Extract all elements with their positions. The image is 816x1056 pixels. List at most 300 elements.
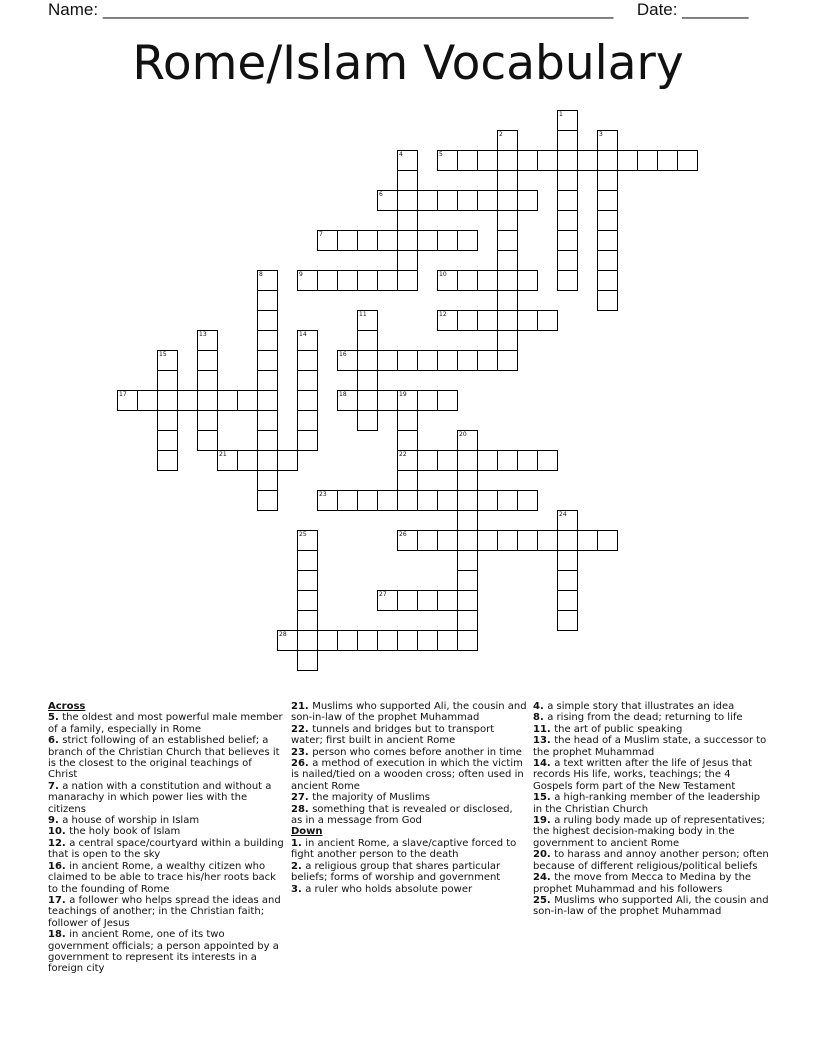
clue-across-21 xyxy=(291,701,527,724)
date-line[interactable]: _______ xyxy=(682,0,749,19)
grid-cell[interactable] xyxy=(197,410,218,431)
grid-cell[interactable] xyxy=(357,410,378,431)
grid-cell[interactable] xyxy=(297,650,318,671)
grid-number: 20 xyxy=(459,431,467,438)
grid-cell[interactable] xyxy=(477,150,498,171)
grid-cell[interactable] xyxy=(157,430,178,451)
grid-cell[interactable] xyxy=(377,630,398,651)
clue-across-28 xyxy=(291,804,527,827)
grid-cell[interactable] xyxy=(477,350,498,371)
grid-cell[interactable] xyxy=(677,150,698,171)
grid-cell[interactable] xyxy=(437,630,458,651)
clue-text: the majority of Muslims xyxy=(312,792,430,804)
grid-cell[interactable] xyxy=(477,450,498,471)
grid-cell[interactable] xyxy=(297,330,318,351)
clue-across-23 xyxy=(291,747,527,758)
grid-number: 22 xyxy=(399,451,407,458)
grid-cell[interactable] xyxy=(517,530,538,551)
name-line[interactable]: ______________________________________________________ xyxy=(102,0,614,19)
clue-number: 2. xyxy=(291,860,306,872)
clue-number: 5. xyxy=(48,712,63,724)
grid-cell[interactable] xyxy=(597,290,618,311)
grid-cell[interactable] xyxy=(497,350,518,371)
grid-cell[interactable] xyxy=(337,270,358,291)
grid-cell[interactable] xyxy=(257,490,278,511)
grid-cell[interactable] xyxy=(237,390,258,411)
clue-number: 20. xyxy=(533,849,555,861)
grid-cell[interactable] xyxy=(437,350,458,371)
name-label: Name: xyxy=(48,0,99,19)
grid-cell[interactable] xyxy=(497,230,518,251)
grid-cell[interactable] xyxy=(497,330,518,351)
grid-cell[interactable] xyxy=(417,190,438,211)
clue-number: 14. xyxy=(533,758,555,770)
grid-cell[interactable] xyxy=(417,390,438,411)
grid-cell[interactable] xyxy=(337,630,358,651)
clue-text: strict following of an established belief; a branch of the Christian Church that believes it is the closest to the original teachings of Christ xyxy=(48,735,280,781)
grid-cell[interactable] xyxy=(217,450,238,471)
grid-cell[interactable] xyxy=(457,570,478,591)
clues-column-2 xyxy=(291,701,527,895)
grid-cell[interactable] xyxy=(397,170,418,191)
page-title: Rome/Islam Vocabulary xyxy=(132,36,684,91)
grid-cell[interactable] xyxy=(457,190,478,211)
grid-cell[interactable] xyxy=(357,390,378,411)
clue-across-27 xyxy=(291,792,527,803)
grid-cell[interactable] xyxy=(497,450,518,471)
clue-number: 22. xyxy=(291,723,313,735)
grid-cell[interactable] xyxy=(517,270,538,291)
grid-cell[interactable] xyxy=(557,270,578,291)
clue-across-22 xyxy=(291,724,527,747)
grid-cell[interactable] xyxy=(297,610,318,631)
grid-cell[interactable] xyxy=(457,530,478,551)
grid-cell[interactable] xyxy=(417,530,438,551)
clue-number: 15. xyxy=(533,792,555,804)
grid-cell[interactable] xyxy=(357,350,378,371)
clue-text: a religious group that shares particular beliefs; forms of worship and government xyxy=(291,860,501,884)
grid-cell[interactable] xyxy=(517,450,538,471)
grid-number: 10 xyxy=(439,271,447,278)
clue-down-4 xyxy=(533,701,769,712)
clue-down-1 xyxy=(291,838,527,861)
grid-cell[interactable] xyxy=(297,570,318,591)
grid-cell[interactable] xyxy=(557,510,578,531)
grid-cell[interactable] xyxy=(597,190,618,211)
grid-number: 4 xyxy=(399,151,403,158)
grid-cell[interactable] xyxy=(517,150,538,171)
grid-cell[interactable] xyxy=(357,370,378,391)
grid-cell[interactable] xyxy=(397,270,418,291)
clue-number: 25. xyxy=(533,894,555,906)
grid-cell[interactable] xyxy=(597,170,618,191)
grid-cell[interactable] xyxy=(157,390,178,411)
clue-text: the art of public speaking xyxy=(554,723,683,735)
grid-cell[interactable] xyxy=(457,610,478,631)
grid-cell[interactable] xyxy=(397,190,418,211)
grid-cell[interactable] xyxy=(617,150,638,171)
clues-column-3 xyxy=(533,701,769,918)
clue-text: a simple story that illustrates an idea xyxy=(547,701,735,712)
grid-cell[interactable] xyxy=(637,150,658,171)
clue-number: 3. xyxy=(291,883,306,895)
grid-cell[interactable] xyxy=(417,490,438,511)
grid-cell[interactable] xyxy=(297,430,318,451)
grid-cell[interactable] xyxy=(417,590,438,611)
grid-cell[interactable] xyxy=(557,150,578,171)
grid-number: 8 xyxy=(259,271,263,278)
clue-text: Muslims who supported Ali, the cousin and son-in-law of the prophet Muhammad xyxy=(533,894,769,918)
grid-cell[interactable] xyxy=(417,450,438,471)
grid-cell[interactable] xyxy=(357,490,378,511)
grid-cell[interactable] xyxy=(517,310,538,331)
grid-cell[interactable] xyxy=(377,230,398,251)
clue-text: the holy book of Islam xyxy=(69,826,181,838)
clue-across-10 xyxy=(48,826,284,837)
clue-text: a ruler who holds absolute power xyxy=(305,883,473,895)
grid-number: 7 xyxy=(319,231,323,238)
grid-cell[interactable] xyxy=(437,270,458,291)
grid-cell[interactable] xyxy=(497,170,518,191)
clues-column-1 xyxy=(48,701,284,975)
grid-cell[interactable] xyxy=(317,630,338,651)
grid-cell[interactable] xyxy=(497,310,518,331)
clue-across-6 xyxy=(48,735,284,781)
clue-number: 16. xyxy=(48,860,70,872)
grid-cell[interactable] xyxy=(397,630,418,651)
grid-cell[interactable] xyxy=(597,210,618,231)
grid-cell[interactable] xyxy=(497,210,518,231)
grid-cell[interactable] xyxy=(377,270,398,291)
grid-cell[interactable] xyxy=(217,390,238,411)
grid-cell[interactable] xyxy=(297,590,318,611)
grid-cell[interactable] xyxy=(597,530,618,551)
grid-cell[interactable] xyxy=(397,230,418,251)
grid-cell[interactable] xyxy=(197,330,218,351)
grid-cell[interactable] xyxy=(317,490,338,511)
grid-cell[interactable] xyxy=(437,310,458,331)
grid-cell[interactable] xyxy=(197,350,218,371)
grid-cell[interactable] xyxy=(517,190,538,211)
grid-cell[interactable] xyxy=(157,370,178,391)
grid-cell[interactable] xyxy=(397,590,418,611)
clue-across-12 xyxy=(48,838,284,861)
grid-cell[interactable] xyxy=(437,230,458,251)
grid-cell[interactable] xyxy=(277,630,298,651)
grid-cell[interactable] xyxy=(657,150,678,171)
grid-cell[interactable] xyxy=(337,350,358,371)
grid-cell[interactable] xyxy=(397,410,418,431)
clue-number: 12. xyxy=(48,837,70,849)
clue-number: 8. xyxy=(533,712,548,724)
clue-down-8 xyxy=(533,712,769,723)
clue-text: something that is revealed or disclosed, as in a message from God xyxy=(291,803,513,827)
grid-number: 13 xyxy=(199,331,207,338)
grid-cell[interactable] xyxy=(357,230,378,251)
grid-cell[interactable] xyxy=(557,190,578,211)
grid-cell[interactable] xyxy=(337,490,358,511)
grid-cell[interactable] xyxy=(397,210,418,231)
grid-cell[interactable] xyxy=(497,290,518,311)
clue-number: 24. xyxy=(533,872,555,884)
grid-cell[interactable] xyxy=(457,590,478,611)
grid-cell[interactable] xyxy=(297,410,318,431)
grid-cell[interactable] xyxy=(557,210,578,231)
grid-cell[interactable] xyxy=(377,350,398,371)
grid-cell[interactable] xyxy=(137,390,158,411)
grid-cell[interactable] xyxy=(257,430,278,451)
grid-number: 25 xyxy=(299,531,307,538)
grid-number: 14 xyxy=(299,331,307,338)
grid-cell[interactable] xyxy=(557,110,578,131)
grid-cell[interactable] xyxy=(397,470,418,491)
grid-cell[interactable] xyxy=(437,150,458,171)
grid-number: 1 xyxy=(559,111,563,118)
clue-text: to harass and annoy another person; often because of different religious/political beliefs xyxy=(533,849,769,872)
grid-cell[interactable] xyxy=(337,390,358,411)
date-label: Date: xyxy=(636,0,678,19)
grid-cell[interactable] xyxy=(317,230,338,251)
grid-cell[interactable] xyxy=(197,390,218,411)
clue-text: in ancient Rome, one of its two government officials; a person appointed by a government to represent its interests in a foreign city xyxy=(48,929,279,975)
clue-text: a ruling body made up of representatives; the highest decision-making body in the government to ancient Rome xyxy=(533,815,766,849)
clue-down-25 xyxy=(533,895,769,918)
grid-cell[interactable] xyxy=(557,590,578,611)
clue-number: 19. xyxy=(533,815,555,827)
clue-number: 13. xyxy=(533,735,555,747)
grid-cell[interactable] xyxy=(377,390,398,411)
grid-cell[interactable] xyxy=(397,350,418,371)
grid-cell[interactable] xyxy=(457,490,478,511)
grid-cell[interactable] xyxy=(497,130,518,151)
clue-across-16 xyxy=(48,861,284,895)
grid-cell[interactable] xyxy=(497,530,518,551)
clue-text: person who comes before another in time xyxy=(312,746,522,758)
grid-cell[interactable] xyxy=(457,310,478,331)
grid-cell[interactable] xyxy=(377,190,398,211)
grid-cell[interactable] xyxy=(297,550,318,571)
clue-number: 11. xyxy=(533,723,555,735)
clue-text: the head of a Muslim state, a successor to the prophet Muhammad xyxy=(533,735,767,758)
clue-number: 21. xyxy=(291,701,313,712)
clue-down-20 xyxy=(533,849,769,872)
grid-number: 15 xyxy=(159,351,167,358)
grid-cell[interactable] xyxy=(557,610,578,631)
clue-text: a high-ranking member of the leadership in the Christian Church xyxy=(533,792,761,815)
grid-number: 24 xyxy=(559,511,567,518)
grid-cell[interactable] xyxy=(377,490,398,511)
grid-cell[interactable] xyxy=(577,150,598,171)
grid-cell[interactable] xyxy=(357,330,378,351)
grid-cell[interactable] xyxy=(557,550,578,571)
grid-cell[interactable] xyxy=(297,270,318,291)
grid-cell[interactable] xyxy=(497,150,518,171)
clue-text: Muslims who supported Ali, the cousin and son-in-law of the prophet Muhammad xyxy=(291,701,527,724)
clue-number: 1. xyxy=(291,837,306,849)
grid-number: 12 xyxy=(439,311,447,318)
grid-cell[interactable] xyxy=(177,390,198,411)
grid-cell[interactable] xyxy=(577,530,598,551)
grid-cell[interactable] xyxy=(557,570,578,591)
grid-cell[interactable] xyxy=(437,190,458,211)
clue-number: 28. xyxy=(291,803,313,815)
grid-cell[interactable] xyxy=(257,390,278,411)
clue-number: 10. xyxy=(48,826,70,838)
grid-cell[interactable] xyxy=(397,250,418,271)
grid-cell[interactable] xyxy=(457,450,478,471)
clue-across-7 xyxy=(48,781,284,815)
grid-cell[interactable] xyxy=(457,470,478,491)
grid-cell[interactable] xyxy=(537,150,558,171)
grid-cell[interactable] xyxy=(237,450,258,471)
grid-number: 11 xyxy=(359,311,367,318)
grid-cell[interactable] xyxy=(157,350,178,371)
grid-cell[interactable] xyxy=(397,390,418,411)
grid-cell[interactable] xyxy=(297,630,318,651)
clue-number: 9. xyxy=(48,815,63,827)
grid-cell[interactable] xyxy=(397,490,418,511)
grid-cell[interactable] xyxy=(557,130,578,151)
grid-cell[interactable] xyxy=(197,430,218,451)
grid-cell[interactable] xyxy=(417,350,438,371)
grid-cell[interactable] xyxy=(537,450,558,471)
clue-down-14 xyxy=(533,758,769,792)
clue-down-11 xyxy=(533,724,769,735)
grid-cell[interactable] xyxy=(257,470,278,491)
clue-text: in ancient Rome, a wealthy citizen who claimed to be able to trace his/her roots back to the founding of Rome xyxy=(48,860,276,895)
clue-text: a rising from the dead; returning to life xyxy=(547,712,743,724)
grid-cell[interactable] xyxy=(457,150,478,171)
clue-number: 6. xyxy=(48,735,63,747)
grid-cell[interactable] xyxy=(417,630,438,651)
grid-cell[interactable] xyxy=(477,270,498,291)
clue-number: 26. xyxy=(291,758,313,770)
grid-cell[interactable] xyxy=(597,130,618,151)
grid-cell[interactable] xyxy=(437,450,458,471)
grid-number: 28 xyxy=(279,631,287,638)
grid-cell[interactable] xyxy=(117,390,138,411)
grid-cell[interactable] xyxy=(517,490,538,511)
grid-cell[interactable] xyxy=(557,250,578,271)
grid-cell[interactable] xyxy=(197,370,218,391)
grid-cell[interactable] xyxy=(257,350,278,371)
clue-text: a nation with a constitution and without a manarachy in which power lies with the citizens xyxy=(48,780,272,815)
grid-cell[interactable] xyxy=(477,530,498,551)
grid-number: 9 xyxy=(299,271,303,278)
clue-number: 7. xyxy=(48,780,63,792)
grid-cell[interactable] xyxy=(477,310,498,331)
grid-cell[interactable] xyxy=(357,630,378,651)
grid-cell[interactable] xyxy=(537,310,558,331)
grid-cell[interactable] xyxy=(597,230,618,251)
grid-cell[interactable] xyxy=(357,270,378,291)
grid-number: 3 xyxy=(599,131,603,138)
grid-cell[interactable] xyxy=(457,430,478,451)
clue-number: 27. xyxy=(291,792,313,804)
grid-cell[interactable] xyxy=(557,230,578,251)
clue-number: 23. xyxy=(291,746,313,758)
grid-cell[interactable] xyxy=(437,530,458,551)
grid-cell[interactable] xyxy=(397,530,418,551)
grid-cell[interactable] xyxy=(257,330,278,351)
grid-cell[interactable] xyxy=(597,250,618,271)
grid-number: 18 xyxy=(339,391,347,398)
grid-cell[interactable] xyxy=(417,230,438,251)
grid-cell[interactable] xyxy=(437,490,458,511)
grid-cell[interactable] xyxy=(457,630,478,651)
grid-cell[interactable] xyxy=(537,530,558,551)
grid-cell[interactable] xyxy=(397,450,418,471)
grid-cell[interactable] xyxy=(457,550,478,571)
grid-cell[interactable] xyxy=(297,390,318,411)
grid-cell[interactable] xyxy=(157,410,178,431)
grid-cell[interactable] xyxy=(597,270,618,291)
grid-cell[interactable] xyxy=(497,490,518,511)
grid-cell[interactable] xyxy=(317,270,338,291)
clue-down-24 xyxy=(533,872,769,895)
grid-cell[interactable] xyxy=(397,430,418,451)
grid-cell[interactable] xyxy=(437,390,458,411)
grid-cell[interactable] xyxy=(297,370,318,391)
clue-across-5 xyxy=(48,712,284,735)
grid-cell[interactable] xyxy=(357,310,378,331)
grid-number: 17 xyxy=(119,391,127,398)
grid-cell[interactable] xyxy=(257,270,278,291)
clue-down-2 xyxy=(291,861,527,884)
grid-cell[interactable] xyxy=(457,270,478,291)
grid-cell[interactable] xyxy=(257,310,278,331)
grid-cell[interactable] xyxy=(457,510,478,531)
grid-cell[interactable] xyxy=(457,230,478,251)
clue-number: 18. xyxy=(48,929,70,941)
grid-cell[interactable] xyxy=(477,190,498,211)
clue-across-18 xyxy=(48,929,284,975)
grid-cell[interactable] xyxy=(297,350,318,371)
clue-down-15 xyxy=(533,792,769,815)
grid-number: 21 xyxy=(219,451,227,458)
clue-text: a text written after the life of Jesus that records His life, works, teachings; the 4 Gospels form part of the New Testament xyxy=(533,758,753,792)
grid-cell[interactable] xyxy=(257,290,278,311)
grid-number: 27 xyxy=(379,591,387,598)
grid-cell[interactable] xyxy=(257,370,278,391)
clue-text: in ancient Rome, a slave/captive forced to fight another person to the death xyxy=(291,837,517,861)
grid-cell[interactable] xyxy=(257,450,278,471)
grid-cell[interactable] xyxy=(557,530,578,551)
grid-cell[interactable] xyxy=(497,250,518,271)
grid-cell[interactable] xyxy=(337,230,358,251)
grid-cell[interactable] xyxy=(437,590,458,611)
grid-cell[interactable] xyxy=(257,410,278,431)
grid-cell[interactable] xyxy=(497,190,518,211)
clue-text: the move from Mecca to Medina by the prophet Muhammad and his followers xyxy=(533,872,752,895)
grid-cell[interactable] xyxy=(557,170,578,191)
grid-cell[interactable] xyxy=(397,150,418,171)
clue-text: a method of execution in which the victim is nailed/tied on a wooden cross; often used in ancient Rome xyxy=(291,758,524,792)
clue-text: a house of worship in Islam xyxy=(62,815,200,827)
grid-cell[interactable] xyxy=(497,270,518,291)
grid-number: 19 xyxy=(399,391,407,398)
grid-cell[interactable] xyxy=(457,350,478,371)
grid-cell[interactable] xyxy=(477,490,498,511)
grid-cell[interactable] xyxy=(277,450,298,471)
grid-cell[interactable] xyxy=(297,530,318,551)
clue-across-9 xyxy=(48,815,284,826)
grid-cell[interactable] xyxy=(377,590,398,611)
clue-across-26 xyxy=(291,758,527,792)
grid-cell[interactable] xyxy=(597,150,618,171)
clue-down-13 xyxy=(533,735,769,758)
grid-cell[interactable] xyxy=(157,450,178,471)
